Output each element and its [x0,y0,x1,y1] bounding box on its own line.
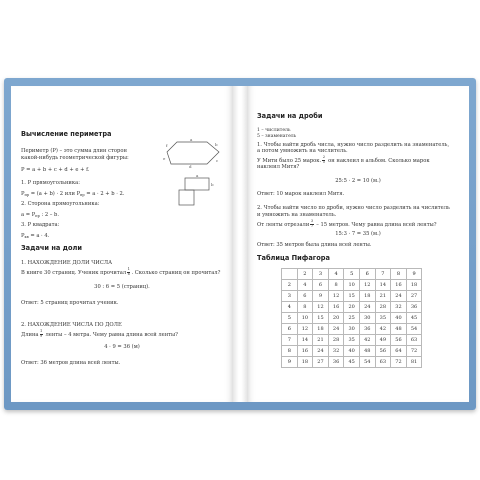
formula-part: P [21,191,25,197]
hex-label-c: c [216,158,219,163]
find-part-answer: Ответ: 5 страниц прочитал ученик. [21,300,119,306]
fractions-heading: Задачи на доли [21,244,82,252]
table-cell: 45 [344,357,360,368]
formula-subscript: кв [24,235,29,239]
table-cell: 18 [359,291,375,302]
table-cell: 54 [359,357,375,368]
numerator-note: 1 – числитель [257,128,291,133]
problem-text: ленты – 4 метра. Чему равна длина всей ленты? [43,331,178,338]
formula-subscript: пр [24,193,30,197]
table-cell: 42 [359,335,375,346]
find-part-title: 1. НАХОЖДЕНИЕ ДОЛИ ЧИСЛА [21,260,113,266]
table-cell: 36 [406,302,422,313]
table-cell: 2 [297,269,313,280]
denominator-note: 5 – знаменатель [257,134,297,139]
table-cell: 6 [282,324,298,335]
square-perimeter-title: 3. Р квадрата: [21,222,60,228]
fraction-denominator: 9 [40,333,43,338]
table-cell: 2 [282,280,298,291]
find-part-calculation: 30 : 6 = 5 (страниц). [94,284,150,290]
table-cell: 48 [359,346,375,357]
formula-part: a = P [21,212,36,218]
problem-text: У Мити было 25 марок. [257,157,322,164]
rectangle-perimeter-title: 1. Р прямоугольника: [21,180,80,186]
table-cell: 63 [375,357,391,368]
fraction-numerator: 3 [310,219,314,223]
problem-text: От ленты отрезали [257,221,310,228]
problem-1-line-2: наклеил Митя? [257,164,300,170]
table-cell: 12 [297,324,313,335]
find-whole-problem [21,330,178,339]
table-row [282,280,422,291]
table-cell: 49 [375,335,391,346]
table-cell: 14 [375,280,391,291]
table-cell: 24 [391,291,407,302]
rectangle-perimeter-formula [21,191,125,198]
find-part-problem [21,268,220,277]
problem-text: В книге 30 страниц. Ученик прочитал [21,269,127,276]
perimeter-heading: Вычисление периметра [21,130,112,138]
table-cell: 21 [375,291,391,302]
table-cell: 10 [344,280,360,291]
table-cell: 4 [297,280,313,291]
table-cell: 27 [406,291,422,302]
hex-label-d: d [189,164,192,168]
problem-text: Длина [21,331,39,338]
formula-part: P [21,233,25,239]
problem-text: он наклеил в альбом. Сколько марок [326,157,430,164]
table-cell: 16 [391,280,407,291]
fraction-numerator: 1 [127,267,130,271]
fraction [127,268,130,277]
table-cell: 18 [313,324,329,335]
fraction [40,330,43,339]
formula-part: = (a + b) · 2 или P [29,191,81,197]
rect-label-b: b [211,182,214,187]
hex-label-b: b [215,142,218,147]
table-cell: 28 [328,335,344,346]
hex-label-a: a [190,138,193,142]
fraction-numerator: 2 [322,155,325,159]
table-cell: 48 [391,324,407,335]
formula-subscript: пр [35,214,40,218]
table-cell: 45 [406,313,422,324]
table-cell: 9 [406,269,422,280]
table-cell: 7 [282,335,298,346]
find-whole-title: 2. НАХОЖДЕНИЕ ЧИСЛА ПО ДОЛЕ [21,322,122,328]
hexagon-figure [163,138,225,168]
fraction-denominator: 6 [127,271,130,276]
table-cell: 35 [375,313,391,324]
table-cell: 54 [406,324,422,335]
problem-2-line [257,220,437,229]
table-cell: 56 [375,346,391,357]
table-cell: 30 [344,324,360,335]
fraction [310,220,313,229]
problem-2-answer: Ответ: 35 метров была длина всей ленты. [257,242,372,248]
table-cell: 18 [406,280,422,291]
table-cell: 42 [375,324,391,335]
table-cell: 6 [313,280,329,291]
perimeter-definition-line-1: Периметр (Р) – это сумма длин сторон [21,148,127,154]
rect-label-a: a [196,174,199,178]
table-cell: 9 [313,291,329,302]
left-page [11,86,233,402]
table-cell: 16 [328,302,344,313]
problem-1-calculation: 25:5 · 2 = 10 (м.) [335,178,381,184]
perimeter-definition-line-2: какой-нибудь геометрической фигуры: [21,155,129,161]
table-cell: 27 [313,357,329,368]
table-cell: 10 [297,313,313,324]
table-cell: 40 [391,313,407,324]
table-cell: 9 [282,357,298,368]
problem-1-answer: Ответ: 10 марок наклеил Митя. [257,191,345,197]
table-cell: 36 [359,324,375,335]
table-cell: 15 [313,313,329,324]
table-cell: 6 [297,291,313,302]
table-cell: 20 [344,302,360,313]
notebook-spine [233,86,247,402]
table-cell: 32 [391,302,407,313]
square-perimeter-formula [21,233,49,240]
table-row [282,346,422,357]
table-cell: 6 [359,269,375,280]
table-cell: 3 [282,291,298,302]
problem-text: – 15 метров. Чему равна длина всей ленты? [314,221,437,228]
problem-2-calculation: 15:3 · 7 = 35 (м.) [335,231,381,237]
table-cell: 81 [406,357,422,368]
fraction-problems-heading: Задачи на дроби [257,112,323,120]
table-cell: 32 [328,346,344,357]
fraction [322,156,325,165]
table-cell: 36 [328,357,344,368]
table-cell: 28 [375,302,391,313]
table-cell: 35 [344,335,360,346]
rectangle-side-formula [21,212,59,219]
table-row [282,357,422,368]
fraction-denominator: 5 [322,159,325,164]
square-figure [177,188,197,208]
table-cell: 56 [391,335,407,346]
table-cell [282,269,298,280]
table-row [282,313,422,324]
table-cell: 14 [297,335,313,346]
table-cell: 8 [297,302,313,313]
table-cell: 3 [313,269,329,280]
table-cell: 5 [344,269,360,280]
table-cell: 8 [328,280,344,291]
fraction-numerator: 1 [40,329,43,333]
table-cell: 25 [344,313,360,324]
rule-2-line-2: и умножить на знаменатель. [257,212,337,218]
rule-1-line-1: 1. Чтобы найти дробь числа, нужно число разделить на знаменатель, [257,142,450,148]
table-cell: 16 [297,346,313,357]
find-whole-calculation: 4 · 9 = 36 (м) [104,344,140,350]
table-cell: 21 [313,335,329,346]
problem-text: . Сколько страниц он прочитал? [131,269,221,276]
pythagoras-table [281,268,422,368]
formula-part: : 2 – b. [39,212,60,218]
rectangle-side-title: 2. Сторона прямоугольника: [21,201,100,207]
table-cell: 20 [328,313,344,324]
table-cell: 64 [391,346,407,357]
hex-label-e: e [163,156,166,161]
table-cell: 24 [359,302,375,313]
formula-part: = a · 2 + b · 2. [84,191,125,197]
table-cell: 24 [313,346,329,357]
table-cell: 24 [328,324,344,335]
hex-label-f: f [166,143,168,148]
table-cell: 4 [328,269,344,280]
table-row [282,302,422,313]
table-cell: 30 [359,313,375,324]
table-cell: 15 [344,291,360,302]
table-cell: 8 [282,346,298,357]
table-row [282,291,422,302]
fraction-denominator: 7 [310,223,314,228]
find-whole-answer: Ответ: 36 метров длина всей ленты. [21,360,121,366]
formula-subscript: пр [80,193,85,197]
table-cell: 12 [313,302,329,313]
formula-part: = a · 4. [28,233,50,239]
table-cell: 7 [375,269,391,280]
table-cell: 63 [406,335,422,346]
right-page [247,86,469,402]
rule-1-line-2: а потом умножить на числитель. [257,148,348,154]
table-cell: 8 [391,269,407,280]
table-cell: 4 [282,302,298,313]
table-cell: 12 [328,291,344,302]
table-cell: 18 [297,357,313,368]
table-row [282,335,422,346]
rule-2-line-1: 2. Чтобы найти число по дроби, нужно число разделить на числитель [257,205,450,211]
table-cell: 5 [282,313,298,324]
table-row [282,324,422,335]
table-row [282,269,422,280]
table-cell: 40 [344,346,360,357]
perimeter-formula: P = a + b + c + d + e + f. [21,167,90,173]
table-cell: 12 [359,280,375,291]
table-cell: 72 [391,357,407,368]
pythagoras-table-heading: Таблица Пифагора [257,254,330,262]
table-cell: 72 [406,346,422,357]
